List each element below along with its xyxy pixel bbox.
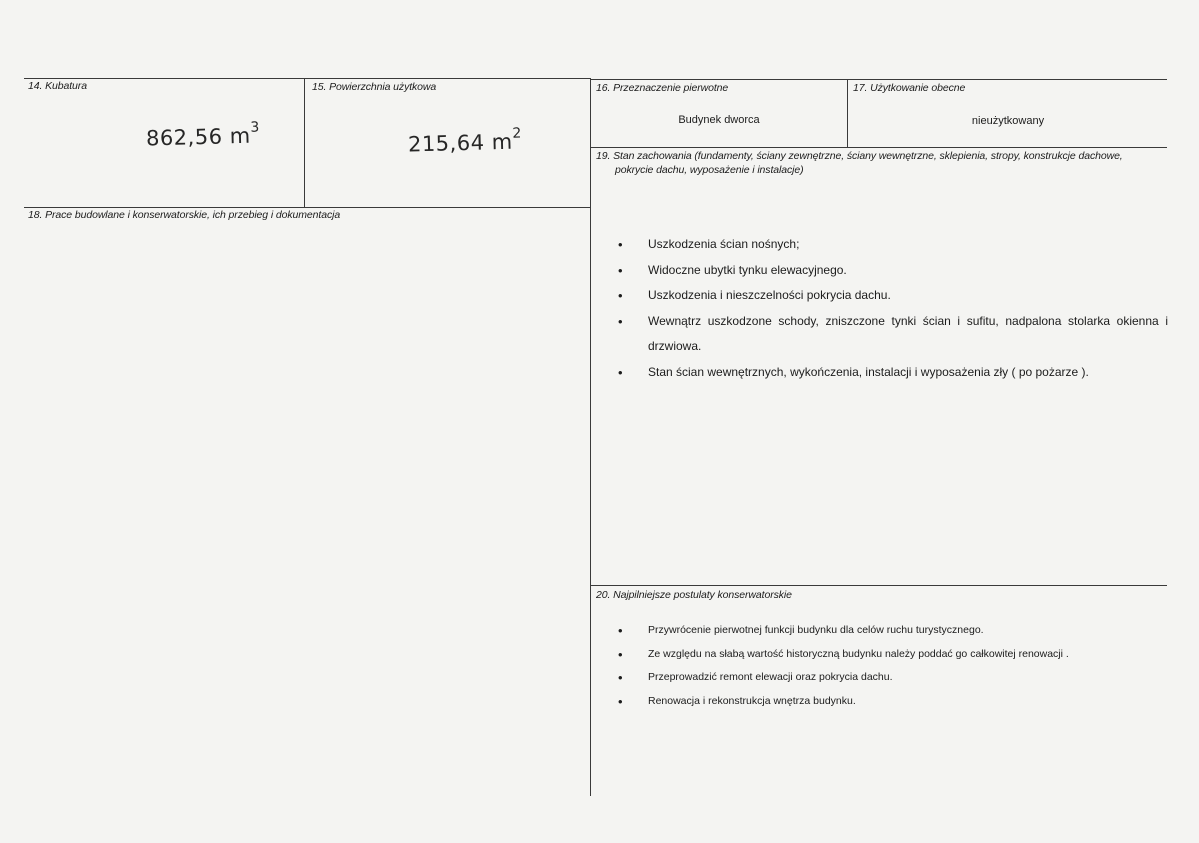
- przeznaczenie-value: Budynek dworca: [678, 114, 760, 126]
- kubatura-number: 862,56 m: [145, 123, 251, 151]
- top-border-left: [24, 78, 590, 79]
- postulaty-label: 20. Najpilniejsze postulaty konserwatorskie: [596, 589, 792, 601]
- stan-zachowania-label-cont: pokrycie dachu, wyposażenie i instalacje): [615, 164, 804, 176]
- list-item: • Uszkodzenia ścian nośnych;: [614, 232, 1168, 258]
- postulaty-list: [614, 619, 1168, 714]
- list-item: • Stan ścian wewnętrznych, wykończenia, instalacji i wyposażenia zły ( po pożarze ).: [614, 360, 1168, 386]
- prace-budowlane-label: 18. Prace budowlane i konserwatorskie, ich przebieg i dokumentacja: [28, 209, 341, 221]
- stan-zachowania-list: [614, 232, 1168, 385]
- top-border-right: [590, 79, 1167, 80]
- powierzchnia-label: 15. Powierzchnia użytkowa: [312, 81, 437, 93]
- list-item: • Renowacja i rekonstrukcja wnętrza budynku.: [614, 690, 1168, 714]
- przeznaczenie-label: 16. Przeznaczenie pierwotne: [596, 82, 729, 94]
- kubatura-label: 14. Kubatura: [28, 80, 87, 92]
- row-divider-16-19: [590, 147, 1167, 148]
- list-item: • Przywrócenie pierwotnej funkcji budynku dla celów ruchu turystycznego.: [614, 619, 1168, 643]
- powierzchnia-value: [407, 125, 523, 157]
- row-divider-19-20: [590, 585, 1167, 586]
- list-item: • Ze względu na słabą wartość historyczną budynku należy poddać go całkowitej renowacji .: [614, 643, 1168, 667]
- kubatura-value: [145, 119, 261, 151]
- list-item: • Przeprowadzić remont elewacji oraz pokrycia dachu.: [614, 666, 1168, 690]
- divider-16-17: [847, 79, 848, 147]
- uzytkowanie-value: nieużytkowany: [971, 115, 1045, 127]
- stan-zachowania-label: 19. Stan zachowania (fundamenty, ściany zewnętrzne, ściany wewnętrzne, sklepienia, stropy, konstrukcje dachowe,: [596, 150, 1123, 162]
- center-divider: [590, 78, 591, 796]
- list-item: • Wewnątrz uszkodzone schody, zniszczone tynki ścian i sufitu, nadpalona stolarka okienna i drzwiowa.: [614, 309, 1168, 360]
- list-item: • Widoczne ubytki tynku elewacyjnego.: [614, 258, 1168, 284]
- powierzchnia-unit-exponent: 2: [512, 125, 523, 142]
- powierzchnia-number: 215,64 m: [407, 129, 513, 157]
- uzytkowanie-label: 17. Użytkowanie obecne: [853, 82, 966, 94]
- list-item: • Uszkodzenia i nieszczelności pokrycia dachu.: [614, 283, 1168, 309]
- kubatura-unit-exponent: 3: [250, 119, 261, 136]
- divider-14-15: [304, 78, 305, 207]
